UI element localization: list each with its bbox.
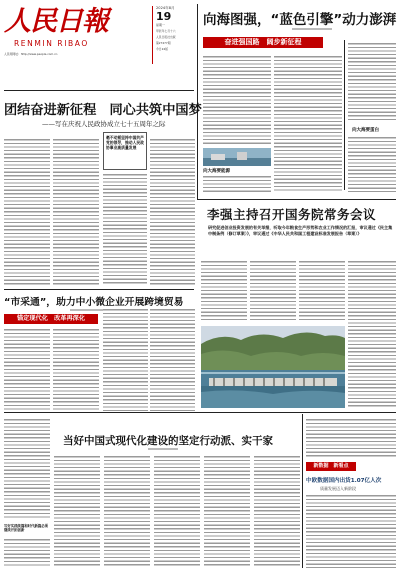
center-body-col4 bbox=[348, 260, 396, 408]
bottom-byline bbox=[148, 448, 178, 450]
lead-subhead: ——写在庆祝人民政协成立七十五周年之际 bbox=[42, 120, 166, 128]
trade-body-col4 bbox=[150, 308, 195, 412]
masthead-weekday: 星期一 bbox=[156, 23, 166, 27]
lead-side-box bbox=[103, 132, 147, 170]
bottom-left-banner: 写好实践续篇和时代新篇必须继续开拓创新 bbox=[4, 524, 49, 533]
sea-photo bbox=[203, 148, 271, 166]
masthead-website: 人民网网址：http://www.people.com.cn bbox=[4, 52, 58, 56]
masthead-date-box bbox=[152, 6, 192, 64]
bottom-right-headline: 中欧数据国内出货1.07亿人次 bbox=[306, 478, 382, 484]
top-right-headline: 向海图强，“蓝色引擎”动力澎湃 bbox=[203, 12, 397, 28]
trade-rule bbox=[4, 289, 194, 290]
bottom-right-banner: 新数据 新看点 bbox=[306, 462, 356, 471]
masthead-date: 2024年8月 bbox=[156, 6, 175, 10]
bottom-rule bbox=[4, 412, 396, 413]
lead-body-col3 bbox=[103, 173, 147, 286]
bottom-left-body bbox=[4, 418, 50, 518]
column-divider-right bbox=[344, 40, 345, 190]
bottom-right-divider bbox=[302, 414, 303, 568]
lead-rule bbox=[4, 90, 194, 91]
bottom-right-subhead: 质量发展迈入新阶段 bbox=[320, 486, 356, 491]
center-subhead: 研究促进创业投资发展的有关举措，听取今年粮食生产形势和农业工作情况的汇报，审议通过《民主集中制条例（修订草案）》，审议通过《中华人民共和国工程建设标准发展报告（草案）》 bbox=[208, 225, 393, 236]
bottom-body-col4 bbox=[204, 455, 250, 568]
masthead-pages: 今日24版 bbox=[156, 47, 168, 51]
masthead-lunar: 甲辰年七月十六 bbox=[156, 29, 176, 33]
far-right-subhead: 向大海要蛋白 bbox=[352, 128, 379, 133]
lead-body-col1 bbox=[4, 138, 50, 286]
top-right-body-col1-lower bbox=[203, 175, 271, 193]
photo-caption: 向大海要能源 bbox=[203, 169, 230, 174]
center-body-col2 bbox=[250, 260, 296, 322]
dam-photo-image bbox=[201, 326, 345, 408]
lead-headline: 团结奋进新征程 同心共筑中国梦 bbox=[4, 103, 202, 118]
center-body-col3 bbox=[299, 260, 345, 322]
bottom-headline: 当好中国式现代化建设的坚定行动派、实干家 bbox=[63, 435, 273, 447]
trade-body-col3 bbox=[103, 308, 148, 412]
trade-body-col1 bbox=[4, 328, 50, 412]
bottom-right-body-lower bbox=[306, 494, 396, 568]
bottom-right-body-top bbox=[306, 418, 396, 458]
sea-photo-image bbox=[203, 148, 271, 166]
trade-headline: “市采通”，助力中小微企业开展跨境贸易 bbox=[4, 297, 184, 308]
center-rule bbox=[198, 199, 396, 200]
top-right-banner: 奋进强国路 阔步新征程 bbox=[203, 37, 323, 48]
far-right-body bbox=[348, 42, 396, 122]
bottom-body-col2 bbox=[104, 455, 150, 568]
dam-photo bbox=[201, 326, 345, 408]
top-right-body-col2 bbox=[274, 55, 342, 191]
top-right-body-col1 bbox=[203, 55, 271, 145]
lead-side-box-text: 毫不动摇坚持中国共产党的领导，推动人民政协事业高质量发展 bbox=[106, 135, 144, 150]
masthead-logo-text: 人民日報 bbox=[4, 6, 108, 37]
masthead-issue-no: 第27477期 bbox=[156, 41, 171, 45]
masthead-pinyin: RENMIN RIBAO bbox=[14, 39, 89, 48]
top-right-byline bbox=[292, 28, 332, 30]
trade-banner: 锚定现代化 改革再深化 bbox=[4, 314, 98, 324]
trade-body-col2 bbox=[53, 328, 99, 412]
lead-body-col2 bbox=[53, 138, 99, 286]
bottom-body-col1 bbox=[54, 455, 100, 568]
masthead-issue: 人民日报社出版 bbox=[156, 35, 176, 39]
masthead-day: 19 bbox=[156, 10, 172, 23]
bottom-left-body-lower bbox=[4, 538, 50, 568]
masthead-logo bbox=[4, 6, 114, 38]
bottom-body-col5 bbox=[254, 455, 300, 568]
bottom-body-col3 bbox=[154, 455, 200, 568]
lead-body-col4 bbox=[150, 138, 195, 286]
center-headline: 李强主持召开国务院常务会议 bbox=[207, 207, 377, 222]
far-right-body-lower bbox=[348, 136, 396, 192]
center-body-col1 bbox=[201, 260, 247, 322]
bottom-left-banner-box bbox=[4, 524, 50, 536]
